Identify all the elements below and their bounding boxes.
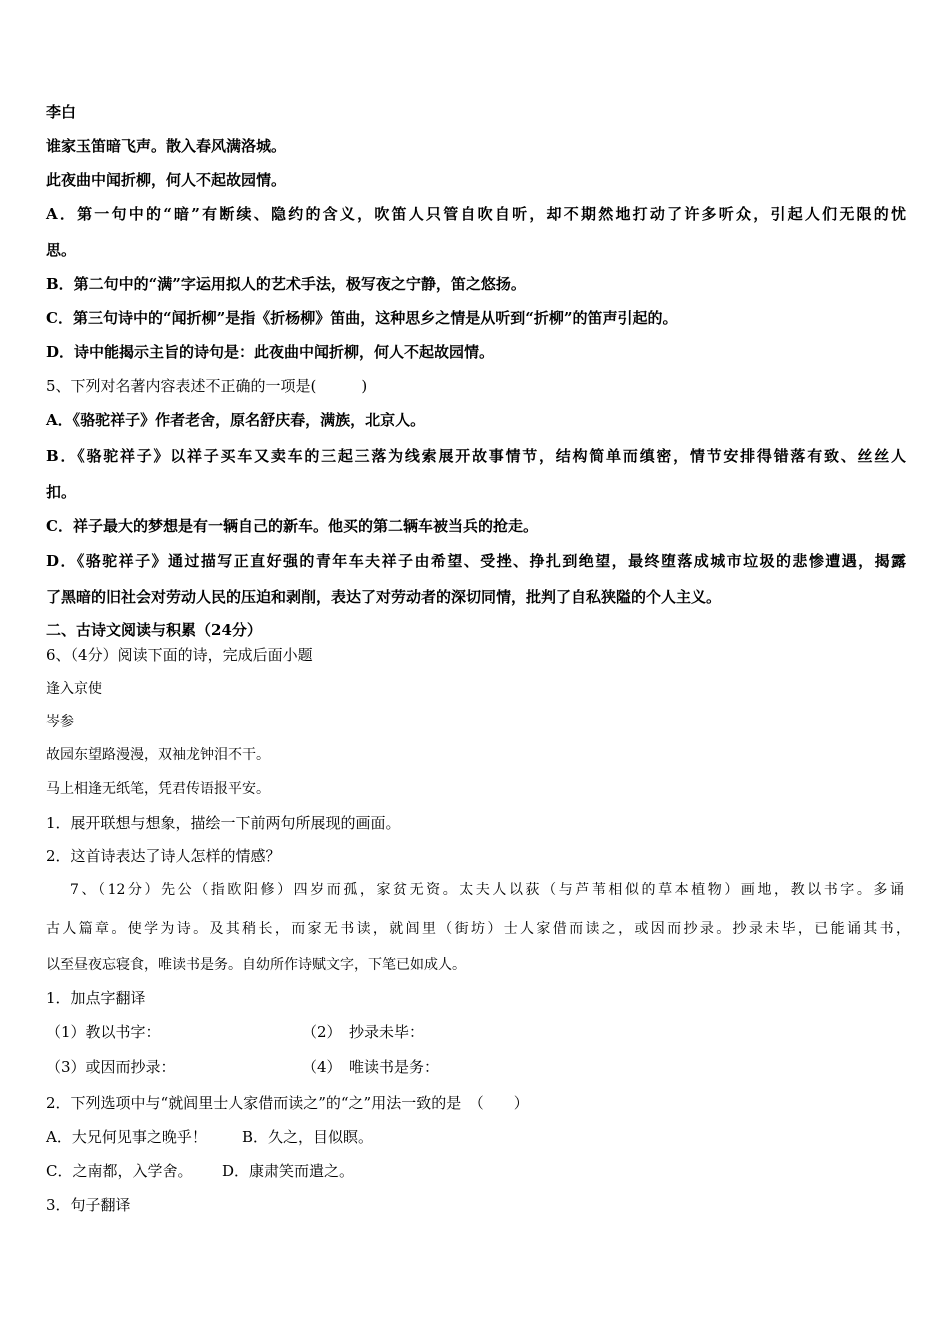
q6-poem-line-2: 马上相逢无纸笔，凭君传语报平安。 <box>46 781 270 797</box>
q4-option-c: C．第三句诗中的“闻折柳”是指《折杨柳》笛曲，这种思乡之情是从听到“折柳”的笛声引起的。 <box>46 309 678 327</box>
q7-passage-line-2: 古人篇章。使学为诗。及其稍长，而家无书读，就闾里（街坊）士人家借而读之，或因而抄录。抄录未毕，已能诵其书， <box>46 921 910 937</box>
q7-option-d: D．康肃笑而遣之。 <box>222 1162 355 1180</box>
q6-sub-question-2: 2．这首诗表达了诗人怎样的情感？ <box>46 847 281 865</box>
q7-option-b: B．久之，目似瞑。 <box>242 1128 374 1146</box>
q7-sub-question-2: 2．下列选项中与“就闾里士人家借而读之”的“之”用法一致的是 （ ） <box>46 1094 529 1112</box>
q6-stem: 6、（4分）阅读下面的诗，完成后面小题 <box>46 646 313 664</box>
q5-option-d-line-2: 了黑暗的旧社会对劳动人民的压迫和剥削，表达了对劳动者的深切同情，批判了自私狭隘的个人主义。 <box>46 588 722 606</box>
q6-sub-question-1: 1．展开联想与想象，描绘一下前两句所展现的画面。 <box>46 814 401 832</box>
q7-item-1: （1）教以书字： <box>46 1023 161 1041</box>
q7-item-2: （2） 抄录未毕： <box>302 1023 425 1041</box>
q7-option-a: A．大兄何见事之晚乎！ <box>46 1128 207 1146</box>
q4-option-b: B．第二句中的“满”字运用拟人的艺术手法，极写夜之宁静，笛之悠扬。 <box>46 275 526 293</box>
q5-stem: 5、下列对名著内容表述不正确的一项是( ) <box>46 377 368 395</box>
q5-option-a: A．《骆驼祥子》作者老舍，原名舒庆春，满族，北京人。 <box>46 411 426 429</box>
q7-sub-question-3: 3．句子翻译 <box>46 1196 131 1214</box>
q5-option-d-line-1: D．《骆驼祥子》通过描写正直好强的青年车夫祥子由希望、受挫、挣扎到绝望，最终堕落成城市垃圾的悲惨遭遇，揭露 <box>46 552 906 570</box>
q7-sub-question-1: 1．加点字翻译 <box>46 989 146 1007</box>
q4-option-a-line-1: A．第一句中的“暗”有断续、隐约的含义，吹笛人只管自吹自听，却不期然地打动了许多听众，引起人们无限的忧 <box>46 205 906 223</box>
q7-passage-line-1: 7、（12分）先公（指欧阳修）四岁而孤，家贫无资。太夫人以荻（与芦苇相似的草本植物）画地，教以书字。多诵 <box>70 882 904 898</box>
section-2-heading: 二、古诗文阅读与积累（24分） <box>46 621 262 639</box>
poem-line-2: 此夜曲中闻折柳，何人不起故园情。 <box>46 171 287 189</box>
q4-option-a-line-2: 思。 <box>46 241 77 259</box>
q5-option-b-line-2: 扣。 <box>46 483 77 501</box>
q4-option-d: D．诗中能揭示主旨的诗句是：此夜曲中闻折柳，何人不起故园情。 <box>46 343 495 361</box>
q6-poem-author: 岑参 <box>46 714 74 730</box>
q7-option-c: C．之南都，入学舍。 <box>46 1162 193 1180</box>
q5-option-c: C．祥子最大的梦想是有一辆自己的新车。他买的第二辆车被当兵的抢走。 <box>46 517 538 535</box>
q6-poem-line-1: 故园东望路漫漫，双袖龙钟泪不干。 <box>46 747 270 763</box>
poem-author: 李白 <box>46 103 77 121</box>
q7-passage-line-3: 以至昼夜忘寝食，唯读书是务。自幼所作诗赋文字，下笔已如成人。 <box>46 957 466 973</box>
q6-poem-title: 逢入京使 <box>46 681 102 697</box>
poem-line-1: 谁家玉笛暗飞声。散入春风满洛城。 <box>46 137 287 155</box>
q7-item-3: （3）或因而抄录： <box>46 1058 176 1076</box>
q5-option-b-line-1: B．《骆驼祥子》以祥子买车又卖车的三起三落为线索展开故事情节，结构简单而缜密，情节安排得错落有致、丝丝人 <box>46 447 906 465</box>
q7-item-4: （4） 唯读书是务： <box>302 1058 440 1076</box>
